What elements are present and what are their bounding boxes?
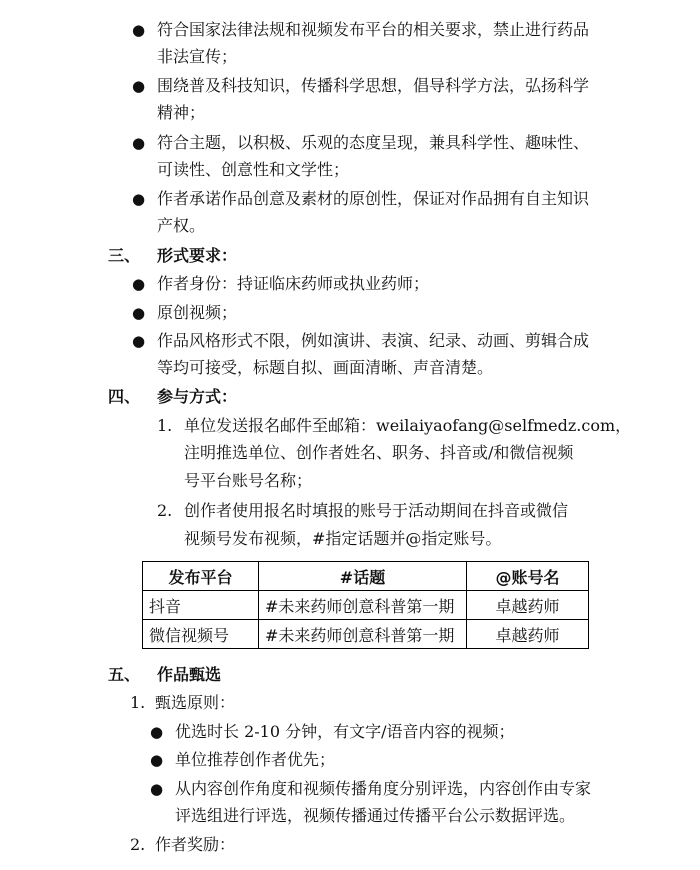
list-number: 1. — [157, 416, 173, 435]
table-cell: 抖音 — [143, 591, 259, 620]
table-header-row — [143, 562, 589, 591]
table-row — [143, 591, 589, 620]
list-number: 2. — [157, 501, 173, 520]
table-cell: 卓越药师 — [467, 591, 589, 620]
bullet-text: 非法宣传； — [157, 47, 238, 66]
bullet-text: 从内容创作角度和视频传播角度分别评选，内容创作由专家 — [175, 779, 592, 798]
list-text: 单位发送报名邮件至邮箱：weilaiyaofang@selfmedz.com， — [184, 416, 632, 435]
bullet-dot: ● — [132, 77, 146, 95]
section-title: 作品甄选 — [157, 665, 222, 684]
bullet-dot: ● — [132, 304, 146, 322]
list-text: 甄选原则： — [155, 693, 236, 712]
list-number: 2. — [130, 835, 146, 854]
bullet-dot: ● — [132, 21, 146, 39]
bullet-text: 作者身份：持证临床药师或执业药师； — [157, 274, 430, 293]
list-text: 视频号发布视频，#指定话题并@指定账号。 — [184, 529, 502, 548]
bullet-text: 优选时长 2-10 分钟，有文字/语音内容的视频； — [175, 722, 515, 741]
table-cell: 微信视频号 — [143, 620, 259, 649]
table-header-cell: #话题 — [259, 562, 467, 591]
bullet-text: 符合国家法律法规和视频发布平台的相关要求，禁止进行药品 — [157, 20, 590, 39]
table-cell: #未来药师创意科普第一期 — [259, 620, 467, 649]
bullet-text: 评选组进行评选，视频传播通过传播平台公示数据评选。 — [175, 806, 576, 825]
bullet-dot: ● — [132, 190, 146, 208]
bullet-dot: ● — [132, 134, 146, 152]
list-text: 号平台账号名称； — [184, 471, 313, 490]
bullet-text: 可读性、创意性和文学性； — [157, 160, 350, 179]
list-text: 注明推选单位、创作者姓名、职务、抖音或/和微信视频 — [184, 443, 574, 462]
table-header-cell: @账号名 — [467, 562, 589, 591]
table-row — [143, 620, 589, 649]
bullet-text: 产权。 — [157, 216, 206, 235]
platform-table — [142, 561, 589, 649]
bullet-text: 单位推荐创作者优先； — [175, 750, 336, 769]
table-cell: #未来药师创意科普第一期 — [259, 591, 467, 620]
list-number: 1. — [130, 693, 146, 712]
bullet-dot: ● — [132, 332, 146, 350]
section-number: 五、 — [108, 665, 141, 684]
bullet-text: 围绕普及科技知识，传播科学思想，倡导科学方法，弘扬科学 — [157, 76, 590, 95]
section-title: 形式要求： — [157, 246, 238, 265]
section-title: 参与方式： — [157, 387, 238, 406]
bullet-dot: ● — [150, 780, 164, 798]
bullet-dot: ● — [150, 723, 164, 741]
list-text: 作者奖励： — [155, 835, 236, 854]
bullet-text: 精神； — [157, 103, 206, 122]
section-number: 三、 — [108, 246, 141, 265]
table-header-cell: 发布平台 — [143, 562, 259, 591]
bullet-text: 等均可接受，标题自拟、画面清晰、声音清楚。 — [157, 358, 494, 377]
bullet-text: 作者承诺作品创意及素材的原创性，保证对作品拥有自主知识 — [157, 189, 590, 208]
bullet-dot: ● — [132, 275, 146, 293]
bullet-text: 作品风格形式不限，例如演讲、表演、纪录、动画、剪辑合成 — [157, 331, 590, 350]
section-number: 四、 — [108, 387, 141, 406]
bullet-dot: ● — [150, 751, 164, 769]
list-text: 创作者使用报名时填报的账号于活动期间在抖音或微信 — [184, 501, 569, 520]
bullet-text: 原创视频； — [157, 303, 238, 322]
bullet-text: 符合主题，以积极、乐观的态度呈现，兼具科学性、趣味性、 — [157, 133, 590, 152]
table-cell: 卓越药师 — [467, 620, 589, 649]
